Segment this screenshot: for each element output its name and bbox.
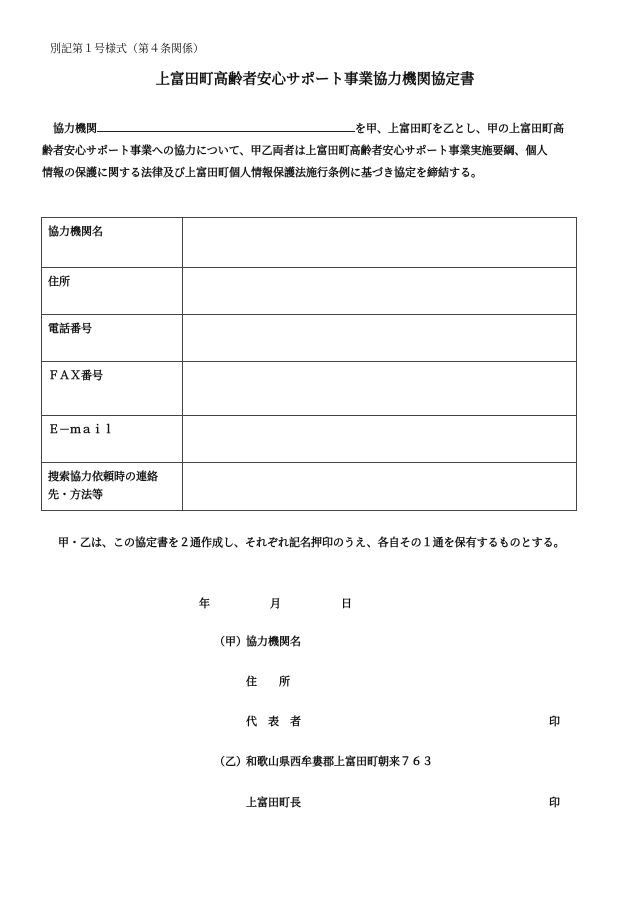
contact-method-cell[interactable] [183,463,577,511]
row-label: 捜索協力依頼時の連絡先・方法等 [42,463,183,511]
intro-suffix: を甲、上富田町を乙とし、甲の上富田町高 [355,122,564,135]
document-title: 上富田町高齢者安心サポート事業協力機関協定書 [155,72,475,88]
date-day-label: 日 [341,597,352,610]
form-number: 別記第１号様式（第４条関係） [50,42,204,55]
intro-line-2: 齢者安心サポート事業への協力について、甲乙両者は上富田町高齢者安心サポート事業実施要綱、個人 [42,144,548,157]
party-a-org-label: 協力機関名 [246,635,301,648]
table-row [42,416,577,463]
address-cell[interactable] [183,268,577,315]
table-row [42,463,577,511]
date-year-label: 年 [199,597,210,610]
party-b-address: 和歌山県西牟婁郡上富田町朝来７６３ [246,755,433,768]
intro-prefix: 協力機関 [53,122,97,135]
row-label: 協力機関名 [42,218,183,268]
party-b-seal-mark: 印 [549,796,560,809]
party-a-seal-mark: 印 [549,715,560,728]
fax-cell[interactable] [183,362,577,416]
org-name-cell[interactable] [183,218,577,268]
table-row [42,315,577,362]
table-row [42,218,577,268]
row-label: 電話番号 [42,315,183,362]
table-row [42,362,577,416]
party-a-address-label: 住 所 [246,675,290,688]
table-row [42,268,577,315]
closing-note: 甲・乙は、この協定書を２通作成し、それぞれ記名押印のうえ、各自その１通を保有するものとする。 [58,536,565,549]
agency-info-table [41,217,577,511]
party-b-marker: （乙） [214,755,247,768]
party-b-title: 上富田町長 [246,796,301,809]
date-month-label: 月 [270,597,281,610]
row-label: 住所 [42,268,183,315]
intro-line-1 [42,118,592,140]
email-cell[interactable] [183,416,577,463]
row-label: ＦＡＸ番号 [42,362,183,416]
intro-paragraph [42,118,592,184]
party-a-marker: （甲） [214,635,247,648]
org-name-blank[interactable] [97,119,355,132]
party-a-representative-label: 代 表 者 [246,715,301,728]
row-label: Ｅ－ｍａｉｌ [42,416,183,463]
phone-cell[interactable] [183,315,577,362]
intro-line-3: 情報の保護に関する法律及び上富田町個人情報保護法施行条例に基づき協定を締結する。 [42,166,482,179]
